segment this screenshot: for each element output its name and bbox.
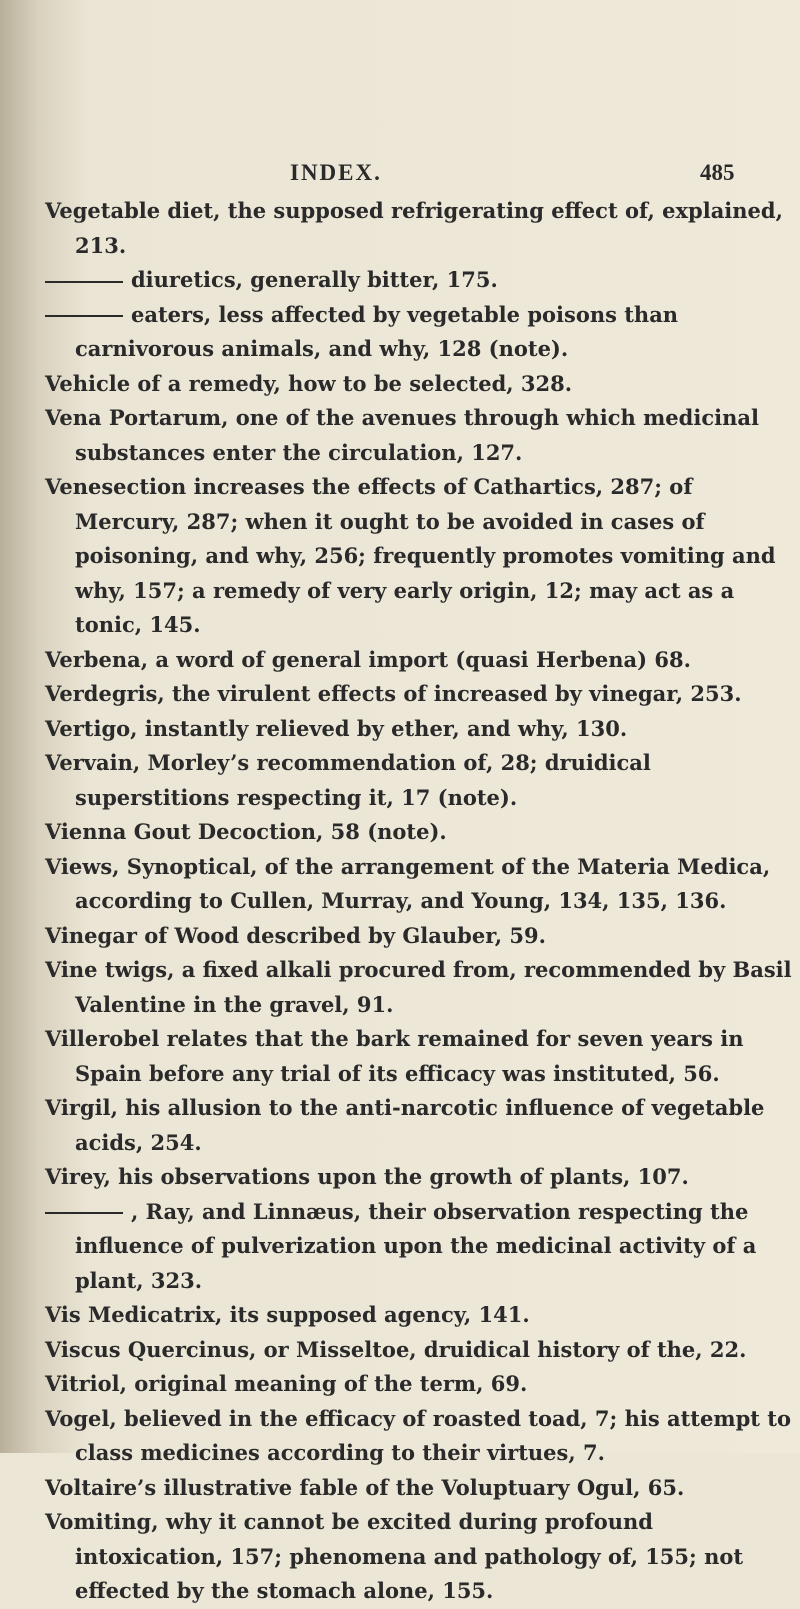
entry-text: diuretics, generally bitter, 175. — [131, 267, 498, 292]
running-title: INDEX. — [290, 160, 382, 185]
entry-text: Vertigo, instantly relieved by ether, and why, 130. — [45, 715, 628, 741]
index-entries — [45, 194, 795, 1609]
index-entry — [45, 677, 795, 712]
index-entry — [45, 194, 795, 263]
index-entry — [45, 1333, 795, 1368]
index-entry — [45, 919, 795, 954]
entry-text: Vis Medicatrix, its supposed agency, 141. — [45, 1302, 530, 1327]
index-entry — [45, 1091, 795, 1160]
index-entry — [45, 850, 795, 919]
entry-text: Villerobel relates that the bark remained for seven years in Spain before any trial of its efficacy was instituted, 56. — [45, 1026, 744, 1086]
entry-text: Viscus Quercinus, or Misseltoe, druidical history of the, 22. — [45, 1336, 747, 1362]
index-entry — [45, 1367, 795, 1402]
entry-text: Verbena, a word of general import (quasi Herbena) 68. — [45, 646, 691, 672]
entry-text: Vogel, believed in the efficacy of roasted toad, 7; his attempt to class medicines according to their virtues, 7. — [45, 1405, 791, 1465]
entry-text: Vienna Gout Decoction, 58 (note). — [45, 819, 447, 844]
entry-text: Verdegris, the virulent effects of increased by vinegar, 253. — [45, 681, 742, 706]
entry-text: Vervain, Morley’s recommendation of, 28; druidical superstitions respecting it, 17 (note). — [45, 750, 651, 810]
entry-text: Virey, his observations upon the growth of plants, 107. — [45, 1164, 689, 1189]
entry-text: Vomiting, why it cannot be excited during profound intoxication, 157; phenomena and pathology of, 155; not effected by the stomach alone, 155. — [45, 1509, 744, 1603]
entry-text: Vinegar of Wood described by Glauber, 59. — [45, 922, 546, 948]
index-entry — [45, 367, 795, 402]
index-entry — [45, 1471, 795, 1506]
index-entry — [45, 643, 795, 678]
index-entry — [45, 712, 795, 747]
ditto-dash — [45, 315, 123, 317]
index-entry — [45, 1505, 795, 1609]
entry-text: Vena Portarum, one of the avenues through which medicinal substances enter the circulation, 127. — [45, 405, 759, 465]
entry-text: Vitriol, original meaning of the term, 69. — [45, 1371, 528, 1396]
index-entry — [45, 470, 795, 643]
ditto-dash — [45, 1212, 123, 1214]
index-entry — [45, 746, 795, 815]
entry-text: Views, Synoptical, of the arrangement of the Materia Medica, according to Cullen, Murray, and Young, 134, 135, 136. — [45, 853, 771, 913]
entry-text: Vehicle of a remedy, how to be selected, 328. — [45, 370, 573, 396]
entry-text: Vegetable diet, the supposed refrigerating effect of, explained, 213. — [45, 198, 783, 258]
index-entry — [45, 1160, 795, 1195]
index-entry — [45, 1195, 795, 1299]
index-entry — [45, 815, 795, 850]
index-entry — [45, 953, 795, 1022]
index-entry — [45, 1298, 795, 1333]
entry-text: eaters, less affected by vegetable poisons than carnivorous animals, and why, 128 (note). — [75, 301, 679, 361]
page-number: 485 — [700, 160, 735, 185]
index-entry — [45, 401, 795, 470]
entry-text: , Ray, and Linnæus, their observation respecting the influence of pulverization upon the medicinal activity of a plant, 323. — [75, 1198, 757, 1293]
index-entry — [45, 298, 795, 367]
index-entry — [45, 1402, 795, 1471]
ditto-dash — [45, 281, 123, 283]
entry-text: Voltaire’s illustrative fable of the Voluptuary Ogul, 65. — [45, 1474, 685, 1500]
entry-text: Vine twigs, a fixed alkali procured from, recommended by Basil Valentine in the gravel, 91. — [45, 957, 792, 1017]
index-entry — [45, 1022, 795, 1091]
index-entry — [45, 263, 795, 298]
entry-text: Virgil, his allusion to the anti-narcotic influence of vegetable acids, 254. — [45, 1095, 765, 1155]
entry-text: Venesection increases the effects of Cathartics, 287; of Mercury, 287; when it ought to be avoided in cases of poisoning, and why, 256; frequently promotes vomiting and why, 157; a remedy of very early origin, 12; may act as a tonic, 145. — [45, 474, 776, 637]
page-header — [0, 160, 800, 190]
